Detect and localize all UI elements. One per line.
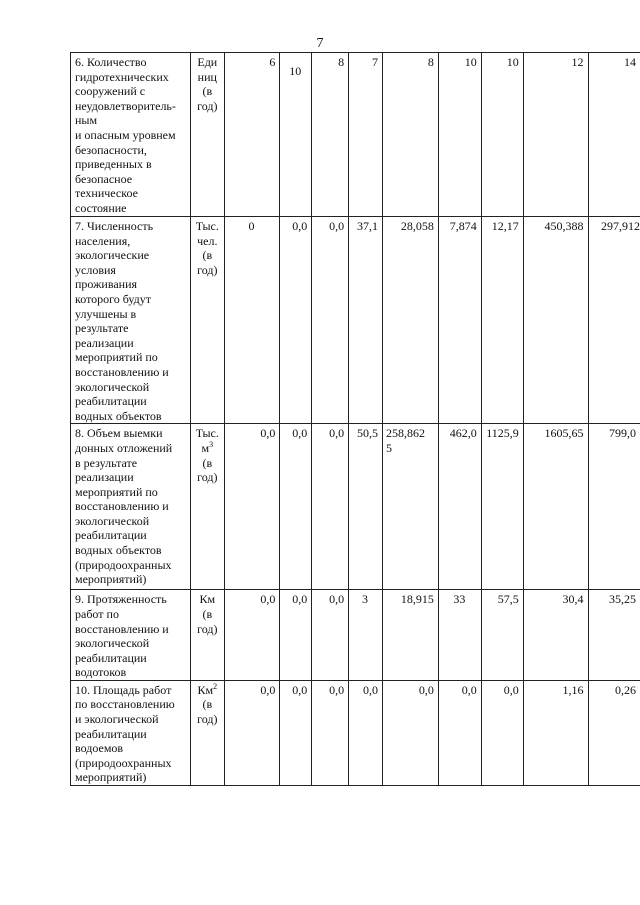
value-cell: 3: [349, 590, 383, 681]
indicator-name: 8. Объем выемки донных отложений в результате реализации мероприятий по восстановлению и экологической реабилитации водных объектов (природоохранных мероприятий): [71, 424, 191, 590]
value-cell: 0,26: [588, 680, 640, 785]
table-row: [71, 217, 640, 424]
value-text: 10: [289, 64, 302, 78]
value-cell: 14: [588, 53, 640, 217]
indicator-unit: [190, 680, 224, 785]
indicator-unit: Еди ниц (в год): [190, 53, 224, 217]
page-number: 7: [316, 36, 324, 51]
indicator-unit: Км (в год): [190, 590, 224, 681]
value-cell: 10: [438, 53, 481, 217]
value-cell: [280, 53, 312, 217]
indicator-name: 10. Площадь работ по восстановлению и экологической реабилитации водоемов (природоохранных мероприятий): [71, 680, 191, 785]
value-cell: 6: [224, 53, 280, 217]
unit-exponent: 2: [213, 681, 218, 691]
value-cell: 0,0: [280, 217, 312, 424]
value-cell: 450,388: [523, 217, 588, 424]
value-cell: 7: [349, 53, 383, 217]
value-cell: 0,0: [224, 680, 280, 785]
value-cell: 258,862 5: [383, 424, 439, 590]
indicator-name: 9. Протяженность работ по восстановлению и экологической реабилитации водотоков: [71, 590, 191, 681]
value-cell: 12,17: [481, 217, 523, 424]
value-cell: 33: [438, 590, 481, 681]
value-cell: 0,0: [312, 424, 349, 590]
value-cell: 50,5: [349, 424, 383, 590]
value-cell: 7,874: [438, 217, 481, 424]
value-cell: 28,058: [383, 217, 439, 424]
value-cell: 8: [312, 53, 349, 217]
value-cell: 0,0: [280, 590, 312, 681]
value-cell: 30,4: [523, 590, 588, 681]
unit-text: (в год): [197, 697, 218, 727]
value-cell: 0: [224, 217, 280, 424]
value-cell: 35,25: [588, 590, 640, 681]
table-row: [71, 424, 640, 590]
value-cell: 462,0: [438, 424, 481, 590]
value-cell: 1605,65: [523, 424, 588, 590]
unit-text: Тыс. м: [195, 426, 219, 455]
value-cell: 0,0: [349, 680, 383, 785]
value-cell: 0,0: [312, 590, 349, 681]
value-cell: 12: [523, 53, 588, 217]
value-cell: 18,915: [383, 590, 439, 681]
indicator-unit: [190, 424, 224, 590]
value-cell: 297,912: [588, 217, 640, 424]
value-cell: 0,0: [438, 680, 481, 785]
value-cell: 1125,9: [481, 424, 523, 590]
unit-text: (в год): [197, 455, 218, 485]
value-cell: 0,0: [312, 217, 349, 424]
value-cell: 0,0: [224, 424, 280, 590]
unit-exponent: 3: [209, 439, 214, 449]
indicator-name: 6. Количество гидротехнических сооружений с неудовлетворитель- ным и опасным уровнем безопасности, приведенных в безопасное техническое состояние: [71, 53, 191, 217]
value-cell: 799,0: [588, 424, 640, 590]
table-row: [71, 53, 640, 217]
value-cell: 57,5: [481, 590, 523, 681]
indicator-unit: Тыс. чел. (в год): [190, 217, 224, 424]
value-cell: 0,0: [312, 680, 349, 785]
value-cell: 1,16: [523, 680, 588, 785]
value-cell: 0,0: [481, 680, 523, 785]
indicators-table: [70, 52, 640, 786]
value-cell: 8: [383, 53, 439, 217]
unit-text: Км: [197, 682, 214, 697]
table-row: [71, 680, 640, 785]
indicator-name: 7. Численность населения, экологические условия проживания которого будут улучшены в результате реализации мероприятий по восстановлению и экологической реабилитации водных объектов: [71, 217, 191, 424]
value-cell: 10: [481, 53, 523, 217]
value-cell: 37,1: [349, 217, 383, 424]
table-row: [71, 590, 640, 681]
value-cell: 0,0: [224, 590, 280, 681]
value-cell: 0,0: [280, 680, 312, 785]
value-cell: 0,0: [383, 680, 439, 785]
value-cell: 0,0: [280, 424, 312, 590]
